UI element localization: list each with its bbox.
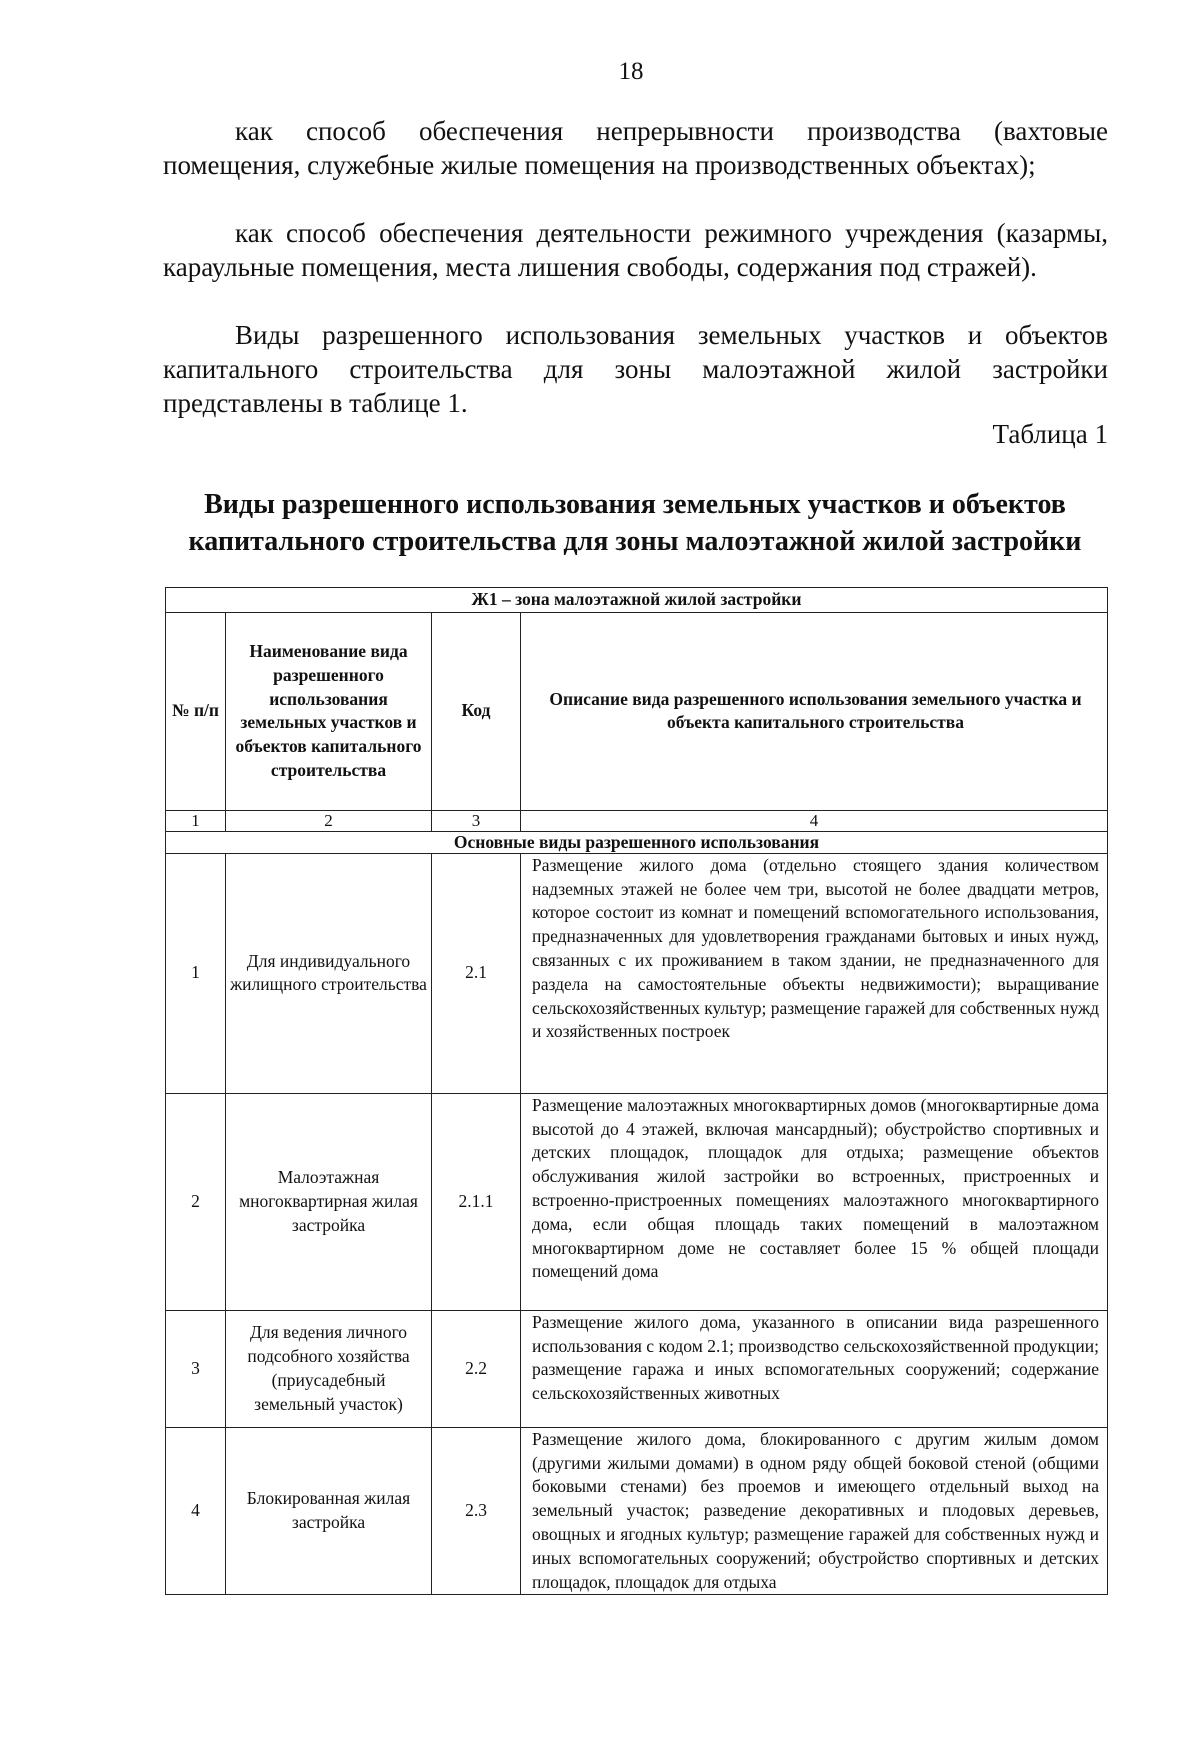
table-title-line-1: Виды разрешенного использования земельных участков и объектов [204, 489, 1066, 520]
table-row [166, 853, 1108, 1093]
row-code: 2.3 [432, 1427, 521, 1595]
page-number: 18 [618, 58, 644, 85]
header-name: Наименование вида разрешенного использования земельных участков и объектов капитального строительства [226, 612, 432, 810]
row-code: 2.1 [432, 853, 521, 1093]
row-num: 4 [166, 1427, 226, 1595]
row-num: 3 [166, 1310, 226, 1427]
column-number: 3 [432, 810, 521, 831]
row-name: Блокированная жилая застройка [226, 1427, 432, 1595]
row-description: Размещение малоэтажных многоквартирных домов (многоквартирные дома высотой до 4 этажей, включая мансардный); обустройство спортивных и детских площадок, площадок для отдыха; размещение объектов обслуживания жилой застройки во встроенных, пристроенных и встроенно-пристроенных помещениях малоэтажного многоквартирного дома, если общая площадь таких помещений в малоэтажном многоквартирном доме не составляет более 15 % общей площади помещений дома [521, 1093, 1108, 1310]
column-number: 1 [166, 810, 226, 831]
column-number: 4 [521, 810, 1108, 831]
header-description: Описание вида разрешенного использования земельного участка и объекта капитального строительства [521, 612, 1108, 810]
row-num: 1 [166, 853, 226, 1093]
zone-header-row [166, 588, 1108, 613]
table-label: Таблица 1 [992, 419, 1108, 449]
zone-header: Ж1 – зона малоэтажной жилой застройки [166, 588, 1108, 613]
column-number: 2 [226, 810, 432, 831]
row-num: 2 [166, 1093, 226, 1310]
table-row [166, 1427, 1108, 1595]
row-name: Для ведения личного подсобного хозяйства (приусадебный земельный участок) [226, 1310, 432, 1427]
row-description: Размещение жилого дома, блокированного с другим жилым домом (другими жилыми домами) в одном ряду общей боковой стеной (общими боковыми стенами) без проемов и имеющего отдельный выход на земельный участок; разведение декоративных и плодовых деревьев, овощных и ягодных культур; размещение гаражей для собственных нужд и иных вспомогательных сооружений; обустройство спортивных и детских площадок, площадок для отдыха [521, 1427, 1108, 1595]
paragraph-shift-housing: как способ обеспечения непрерывности производства (вахтовые помещения, служебные жилые помещения на производственных объектах); [163, 116, 1108, 180]
table-row [166, 1310, 1108, 1427]
section-title: Основные виды разрешенного использования [166, 831, 1108, 853]
row-code: 2.2 [432, 1310, 521, 1427]
section-row [166, 831, 1108, 853]
row-name: Малоэтажная многоквартирная жилая застройка [226, 1093, 432, 1310]
row-code: 2.1.1 [432, 1093, 521, 1310]
row-name: Для индивидуального жилищного строительства [226, 853, 432, 1093]
row-description: Размещение жилого дома (отдельно стоящего здания количеством надземных этажей не более чем три, высотой не более двадцати метров, которое состоит из комнат и помещений вспомогательного использования, предназначенных для удовлетворения гражданами бытовых и иных нужд, связанных с их проживанием в таком здании, не предназначенного для раздела на самостоятельные объекты недвижимости); выращивание сельскохозяйственных культур; размещение гаражей для собственных нужд и хозяйственных построек [521, 853, 1108, 1093]
row-description: Размещение жилого дома, указанного в описании вида разрешенного использования с кодом 2.1; производство сельскохозяйственной продукции; размещение гаража и иных вспомогательных сооружений; содержание сельскохозяйственных животных [521, 1310, 1108, 1427]
header-num: № п/п [166, 612, 226, 810]
table-title [150, 486, 1120, 560]
column-number-row [166, 810, 1108, 831]
land-use-table [165, 587, 1108, 1595]
paragraph-table-intro: Виды разрешенного использования земельных участков и объектов капитального строительства для зоны малоэтажной жилой застройки представлены в таблице 1. [163, 320, 1108, 418]
paragraph-regime-institution: как способ обеспечения деятельности режимного учреждения (казармы, караульные помещения, места лишения свободы, содержания под стражей). [163, 218, 1108, 282]
table-row [166, 1093, 1108, 1310]
column-header-row [166, 612, 1108, 810]
table-title-line-2: капитального строительства для зоны малоэтажной жилой застройки [188, 526, 1082, 557]
header-code: Код [432, 612, 521, 810]
